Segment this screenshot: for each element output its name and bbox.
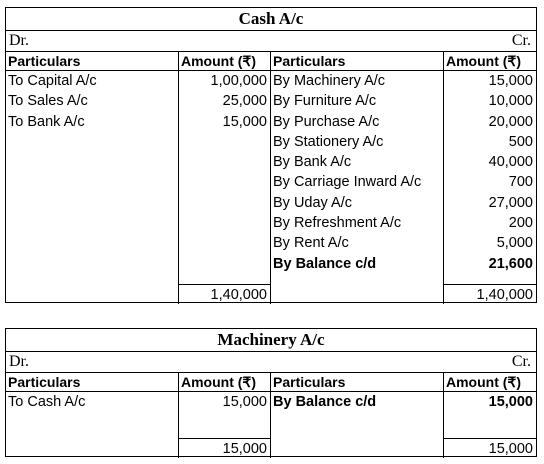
table-cell: By Carriage Inward A/c [273, 174, 422, 191]
table-cell: To Sales A/c [8, 93, 88, 110]
table-cell: 500 [508, 133, 533, 150]
table-cell: 700 [508, 174, 533, 191]
table-cell: To Cash A/c [8, 394, 86, 410]
debit-total: 15,000 [179, 438, 270, 458]
table-cell: 40,000 [488, 154, 533, 171]
credit-particulars-column [271, 52, 444, 304]
ledger-body [6, 52, 536, 304]
column-header-particulars: Particulars [6, 373, 178, 392]
credit-total: 1,40,000 [444, 284, 536, 304]
table-cell: By Purchase A/c [273, 113, 380, 130]
table-cell: 15,000 [222, 394, 267, 410]
table-cell: 25,000 [222, 93, 267, 110]
debit-amount-column [179, 373, 271, 458]
balance-cd-label: By Balance c/d [273, 394, 377, 410]
credit-amount-column [444, 373, 536, 458]
cr-label: Cr. [511, 353, 531, 370]
debit-amount-column [179, 52, 271, 304]
column-header-particulars: Particulars [271, 52, 443, 71]
balance-cd-amount: 21,600 [488, 255, 533, 272]
credit-particulars-column [271, 373, 444, 458]
table-cell: 10,000 [488, 93, 533, 110]
cr-label: Cr. [511, 32, 531, 49]
ledger-title: Machinery A/c [6, 329, 536, 352]
dr-label: Dr. [9, 353, 29, 370]
table-cell: By Stationery A/c [273, 133, 384, 150]
column-header-particulars: Particulars [6, 52, 178, 71]
table-cell: By Bank A/c [273, 154, 352, 171]
column-header-amount: Amount (₹) [179, 373, 270, 392]
table-cell: By Refreshment A/c [273, 215, 402, 232]
balance-cd-label: By Balance c/d [273, 255, 377, 272]
table-cell: 20,000 [488, 113, 533, 130]
column-header-particulars: Particulars [271, 373, 443, 392]
cash-ledger [5, 7, 537, 303]
dr-label: Dr. [9, 32, 29, 49]
debit-particulars-column [6, 52, 179, 304]
dr-cr-row [6, 352, 536, 373]
table-cell: 5,000 [496, 235, 533, 252]
machinery-ledger [5, 328, 537, 457]
table-cell: To Capital A/c [8, 73, 97, 89]
table-cell: By Furniture A/c [273, 93, 377, 110]
table-cell: 15,000 [222, 113, 267, 130]
table-cell: 1,00,000 [210, 73, 267, 89]
table-cell: 27,000 [488, 194, 533, 211]
table-cell: By Uday A/c [273, 194, 352, 211]
ledger-title: Cash A/c [6, 8, 536, 31]
ledger-body [6, 373, 536, 458]
table-cell: 200 [508, 215, 533, 232]
column-header-amount: Amount (₹) [444, 52, 536, 71]
table-cell: To Bank A/c [8, 113, 85, 130]
column-header-amount: Amount (₹) [179, 52, 270, 71]
column-header-amount: Amount (₹) [444, 373, 536, 392]
table-cell: By Machinery A/c [273, 73, 386, 89]
table-cell: By Rent A/c [273, 235, 349, 252]
balance-cd-amount: 15,000 [488, 394, 533, 410]
table-cell: 15,000 [488, 73, 533, 89]
debit-particulars-column [6, 373, 179, 458]
dr-cr-row [6, 31, 536, 52]
credit-total: 15,000 [444, 438, 536, 458]
credit-amount-column [444, 52, 536, 304]
debit-total: 1,40,000 [179, 284, 270, 304]
